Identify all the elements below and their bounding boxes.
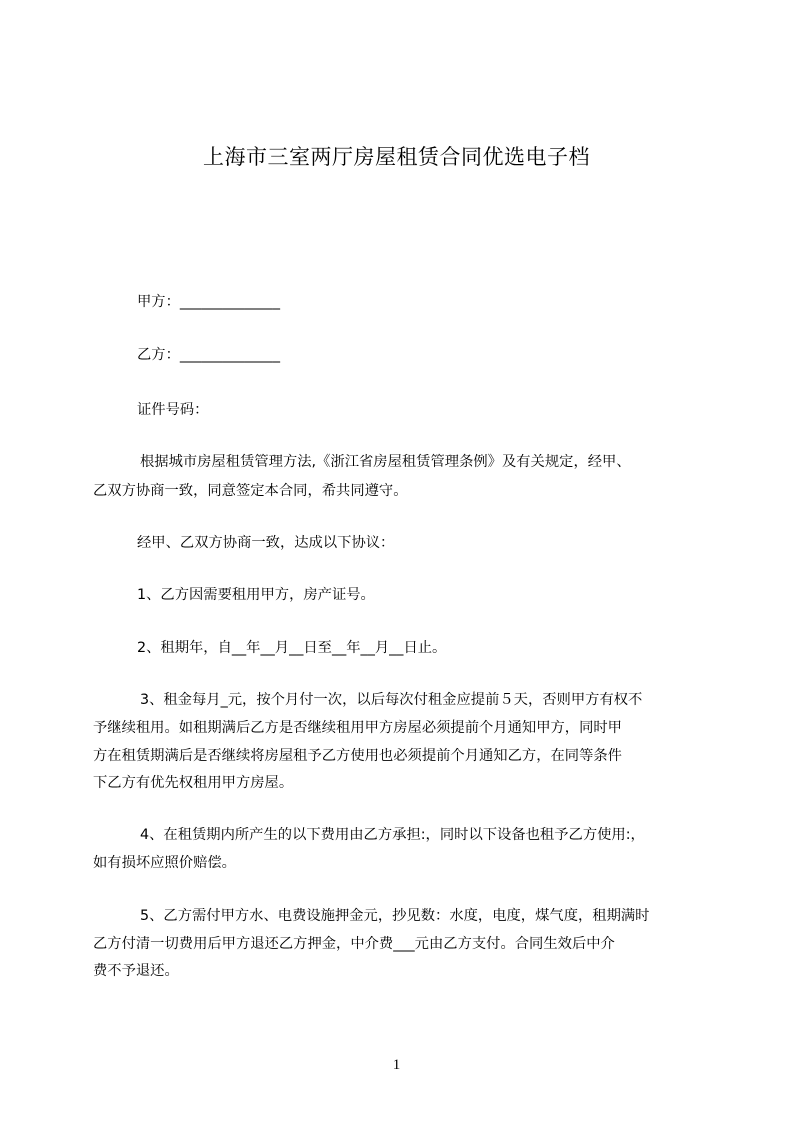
clause-5-line-2: 乙方付清一切费用后甲方退还乙方押金，中介费___元由乙方支付。合同生效后中介 — [93, 936, 615, 952]
page-number: 1 — [392, 1057, 401, 1073]
clause-3-line-3: 方在租赁期满后是否继续将房屋租予乙方使用也必须提前个月通知乙方，在同等条件 — [93, 748, 622, 764]
intro-line-1: 根据城市房屋租赁管理方法,《浙江省房屋租赁管理条例》及有关规定，经甲、 — [140, 454, 631, 470]
agreement-heading: 经甲、乙双方协商一致，达成以下协议： — [137, 535, 395, 551]
clause-4-line-2: 如有损坏应照价赔偿。 — [93, 855, 236, 871]
party-b-line: 乙方：______________ — [137, 347, 280, 363]
party-a-line: 甲方：______________ — [137, 294, 280, 310]
clause-3-line-1: 3、租金每月_元，按个月付一次，以后每次付租金应提前５天，否则甲方有权不 — [140, 692, 643, 708]
clause-3-line-2: 予继续租用。如租期满后乙方是否继续租用甲方房屋必须提前个月通知甲方，同时甲 — [93, 720, 622, 736]
clause-1: 1、乙方因需要租用甲方，房产证号。 — [137, 587, 375, 603]
clause-5-line-1: 5、乙方需付甲方水、电费设施押金元，抄见数：水度，电度，煤气度，租期满时 — [140, 908, 650, 924]
id-number-line: 证件号码： — [137, 402, 209, 418]
intro-line-2: 乙双方协商一致，同意签定本合同，希共同遵守。 — [93, 483, 408, 499]
clause-4-line-1: 4、在租赁期内所产生的以下费用由乙方承担:，同时以下设备也租予乙方使用:， — [140, 827, 645, 843]
clause-3-line-4: 下乙方有优先权租用甲方房屋。 — [93, 775, 294, 791]
document-title: 上海市三室两厅房屋租赁合同优选电子档 — [203, 145, 590, 169]
clause-5-line-3: 费不予退还。 — [93, 963, 179, 979]
clause-2: 2、租期年，自__年__月__日至__年__月__日止。 — [137, 640, 447, 656]
